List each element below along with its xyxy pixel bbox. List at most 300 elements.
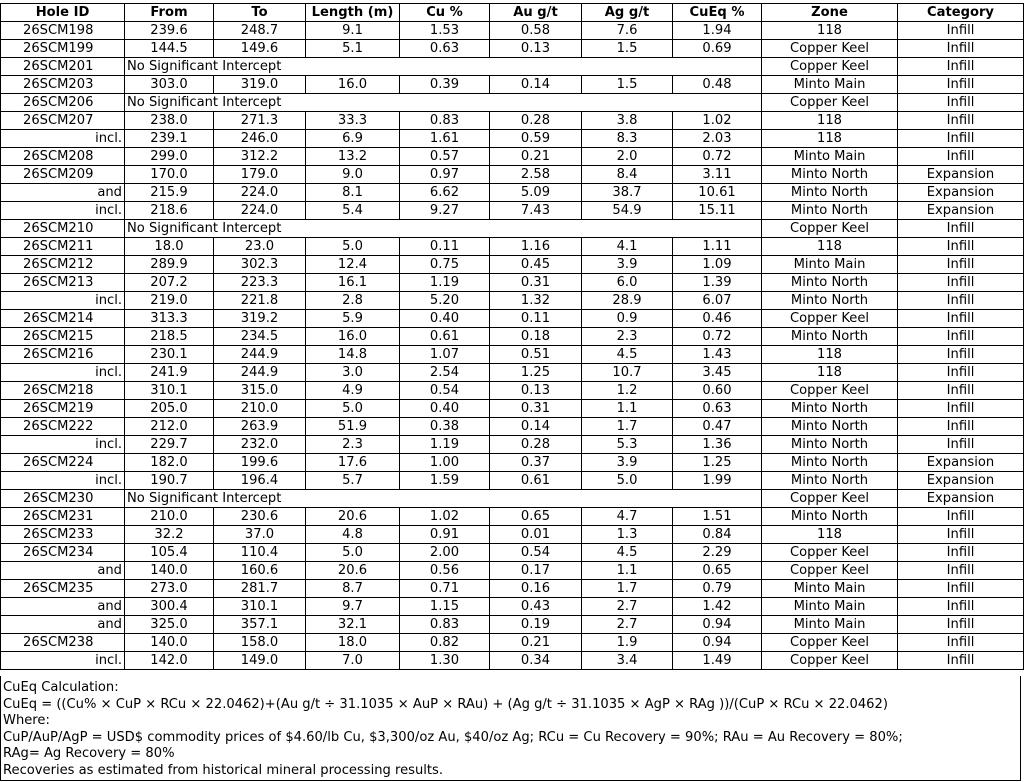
cueq-cell: 0.72: [673, 148, 762, 166]
au-cell: 0.43: [490, 598, 582, 616]
zone-cell: Copper Keel: [762, 652, 898, 670]
table-row: [1, 256, 1024, 274]
ag-cell: 2.3: [582, 328, 673, 346]
category-cell: Infill: [898, 400, 1024, 418]
hole-id-cell: 26SCM238: [1, 634, 125, 652]
length-cell: 9.1: [306, 22, 400, 40]
length-cell: 33.3: [306, 112, 400, 130]
no-significant-intercept-cell: No Significant Intercept: [125, 490, 762, 508]
zone-cell: Minto North: [762, 328, 898, 346]
table-row: [1, 238, 1024, 256]
from-cell: 289.9: [125, 256, 214, 274]
length-cell: 20.6: [306, 562, 400, 580]
cueq-cell: 1.11: [673, 238, 762, 256]
cu-cell: 0.11: [400, 238, 490, 256]
au-cell: 0.45: [490, 256, 582, 274]
to-cell: 312.2: [214, 148, 306, 166]
category-cell: Infill: [898, 76, 1024, 94]
to-cell: 319.0: [214, 76, 306, 94]
cu-cell: 1.19: [400, 436, 490, 454]
to-cell: 244.9: [214, 364, 306, 382]
to-cell: 246.0: [214, 130, 306, 148]
category-cell: Expansion: [898, 490, 1024, 508]
cu-cell: 1.61: [400, 130, 490, 148]
ag-cell: 4.5: [582, 544, 673, 562]
hole-id-cell: and: [1, 184, 125, 202]
from-cell: 190.7: [125, 472, 214, 490]
hole-id-cell: 26SCM214: [1, 310, 125, 328]
from-cell: 140.0: [125, 562, 214, 580]
cu-cell: 0.39: [400, 76, 490, 94]
zone-cell: Minto Main: [762, 616, 898, 634]
length-cell: 5.4: [306, 202, 400, 220]
au-cell: 0.16: [490, 580, 582, 598]
header-cueq: CuEq %: [673, 4, 762, 22]
zone-cell: Copper Keel: [762, 310, 898, 328]
ag-cell: 38.7: [582, 184, 673, 202]
ag-cell: 4.7: [582, 508, 673, 526]
ag-cell: 1.1: [582, 400, 673, 418]
au-cell: 0.19: [490, 616, 582, 634]
to-cell: 263.9: [214, 418, 306, 436]
length-cell: 2.8: [306, 292, 400, 310]
category-cell: Infill: [898, 346, 1024, 364]
from-cell: 303.0: [125, 76, 214, 94]
cu-cell: 0.54: [400, 382, 490, 400]
ag-cell: 8.4: [582, 166, 673, 184]
zone-cell: Minto North: [762, 418, 898, 436]
category-cell: Expansion: [898, 184, 1024, 202]
cueq-cell: 2.29: [673, 544, 762, 562]
category-cell: Infill: [898, 652, 1024, 670]
cueq-cell: 15.11: [673, 202, 762, 220]
length-cell: 16.0: [306, 76, 400, 94]
ag-cell: 2.0: [582, 148, 673, 166]
zone-cell: Copper Keel: [762, 58, 898, 76]
cueq-cell: 0.79: [673, 580, 762, 598]
to-cell: 149.6: [214, 40, 306, 58]
cueq-cell: 1.43: [673, 346, 762, 364]
zone-cell: 118: [762, 346, 898, 364]
zone-cell: Copper Keel: [762, 220, 898, 238]
to-cell: 310.1: [214, 598, 306, 616]
category-cell: Infill: [898, 112, 1024, 130]
note-line: Recoveries as estimated from historical mineral processing results.: [3, 762, 444, 778]
length-cell: 4.9: [306, 382, 400, 400]
to-cell: 37.0: [214, 526, 306, 544]
table-row: [1, 472, 1024, 490]
table-row: [1, 346, 1024, 364]
table-row: [1, 490, 1024, 508]
cueq-cell: 1.36: [673, 436, 762, 454]
au-cell: 0.31: [490, 400, 582, 418]
zone-cell: 118: [762, 526, 898, 544]
hole-id-cell: and: [1, 598, 125, 616]
table-row: [1, 58, 1024, 76]
category-cell: Infill: [898, 436, 1024, 454]
category-cell: Expansion: [898, 166, 1024, 184]
ag-cell: 3.4: [582, 652, 673, 670]
category-cell: Infill: [898, 526, 1024, 544]
cu-cell: 0.82: [400, 634, 490, 652]
note-line: RAg= Ag Recovery = 80%: [3, 746, 175, 762]
length-cell: 5.0: [306, 400, 400, 418]
zone-cell: Minto North: [762, 184, 898, 202]
table-row: [1, 364, 1024, 382]
note-line: CuEq Calculation:: [3, 680, 119, 695]
table-row: [1, 652, 1024, 670]
to-cell: 302.3: [214, 256, 306, 274]
ag-cell: 0.9: [582, 310, 673, 328]
from-cell: 215.9: [125, 184, 214, 202]
hole-id-cell: 26SCM222: [1, 418, 125, 436]
ag-cell: 1.5: [582, 40, 673, 58]
hole-id-cell: 26SCM215: [1, 328, 125, 346]
ag-cell: 54.9: [582, 202, 673, 220]
cu-cell: 1.07: [400, 346, 490, 364]
length-cell: 5.0: [306, 238, 400, 256]
zone-cell: Copper Keel: [762, 382, 898, 400]
au-cell: 0.13: [490, 40, 582, 58]
header-from: From: [125, 4, 214, 22]
length-cell: 5.1: [306, 40, 400, 58]
table-row: [1, 220, 1024, 238]
length-cell: 9.7: [306, 598, 400, 616]
hole-id-cell: 26SCM210: [1, 220, 125, 238]
to-cell: 224.0: [214, 202, 306, 220]
cueq-cell: 0.94: [673, 616, 762, 634]
length-cell: 9.0: [306, 166, 400, 184]
hole-id-cell: 26SCM203: [1, 76, 125, 94]
cu-cell: 1.53: [400, 22, 490, 40]
table-row: [1, 544, 1024, 562]
table-row: [1, 184, 1024, 202]
ag-cell: 1.5: [582, 76, 673, 94]
length-cell: 17.6: [306, 454, 400, 472]
zone-cell: Minto North: [762, 274, 898, 292]
zone-cell: 118: [762, 112, 898, 130]
cu-cell: 0.91: [400, 526, 490, 544]
table-row: [1, 436, 1024, 454]
hole-id-cell: 26SCM230: [1, 490, 125, 508]
cueq-cell: 10.61: [673, 184, 762, 202]
to-cell: 315.0: [214, 382, 306, 400]
hole-id-cell: 26SCM213: [1, 274, 125, 292]
zone-cell: Minto North: [762, 454, 898, 472]
hole-id-cell: 26SCM231: [1, 508, 125, 526]
to-cell: 244.9: [214, 346, 306, 364]
hole-id-cell: 26SCM234: [1, 544, 125, 562]
category-cell: Infill: [898, 238, 1024, 256]
hole-id-cell: incl.: [1, 652, 125, 670]
ag-cell: 28.9: [582, 292, 673, 310]
length-cell: 14.8: [306, 346, 400, 364]
hole-id-cell: incl.: [1, 364, 125, 382]
to-cell: 196.4: [214, 472, 306, 490]
au-cell: 7.43: [490, 202, 582, 220]
to-cell: 110.4: [214, 544, 306, 562]
table-row: [1, 382, 1024, 400]
from-cell: 170.0: [125, 166, 214, 184]
table-row: [1, 94, 1024, 112]
category-cell: Infill: [898, 580, 1024, 598]
category-cell: Infill: [898, 256, 1024, 274]
cu-cell: 5.20: [400, 292, 490, 310]
cueq-cell: 0.48: [673, 76, 762, 94]
hole-id-cell: 26SCM233: [1, 526, 125, 544]
from-cell: 144.5: [125, 40, 214, 58]
table-row: [1, 598, 1024, 616]
cu-cell: 0.63: [400, 40, 490, 58]
cueq-cell: 1.25: [673, 454, 762, 472]
table-row: [1, 76, 1024, 94]
category-cell: Infill: [898, 418, 1024, 436]
from-cell: 238.0: [125, 112, 214, 130]
cueq-cell: 1.99: [673, 472, 762, 490]
from-cell: 32.2: [125, 526, 214, 544]
table-row: [1, 40, 1024, 58]
length-cell: 5.9: [306, 310, 400, 328]
zone-cell: 118: [762, 22, 898, 40]
from-cell: 241.9: [125, 364, 214, 382]
cueq-cell: 0.47: [673, 418, 762, 436]
table-row: [1, 112, 1024, 130]
zone-cell: Minto North: [762, 202, 898, 220]
ag-cell: 5.0: [582, 472, 673, 490]
au-cell: 0.31: [490, 274, 582, 292]
hole-id-cell: 26SCM208: [1, 148, 125, 166]
ag-cell: 6.0: [582, 274, 673, 292]
hole-id-cell: and: [1, 562, 125, 580]
au-cell: 0.21: [490, 634, 582, 652]
length-cell: 8.7: [306, 580, 400, 598]
from-cell: 273.0: [125, 580, 214, 598]
from-cell: 182.0: [125, 454, 214, 472]
table-row: [1, 310, 1024, 328]
au-cell: 1.16: [490, 238, 582, 256]
au-cell: 0.21: [490, 148, 582, 166]
au-cell: 0.13: [490, 382, 582, 400]
cueq-cell: 0.84: [673, 526, 762, 544]
au-cell: 0.17: [490, 562, 582, 580]
no-significant-intercept-cell: No Significant Intercept: [125, 94, 762, 112]
from-cell: 239.6: [125, 22, 214, 40]
au-cell: 1.25: [490, 364, 582, 382]
zone-cell: Minto North: [762, 472, 898, 490]
to-cell: 271.3: [214, 112, 306, 130]
table-row: [1, 166, 1024, 184]
au-cell: 0.58: [490, 22, 582, 40]
header-hole-id: Hole ID: [1, 4, 125, 22]
category-cell: Infill: [898, 544, 1024, 562]
from-cell: 18.0: [125, 238, 214, 256]
au-cell: 0.61: [490, 472, 582, 490]
ag-cell: 3.9: [582, 454, 673, 472]
au-cell: 0.14: [490, 418, 582, 436]
zone-cell: 118: [762, 238, 898, 256]
cu-cell: 1.15: [400, 598, 490, 616]
category-cell: Infill: [898, 148, 1024, 166]
length-cell: 2.3: [306, 436, 400, 454]
category-cell: Infill: [898, 40, 1024, 58]
to-cell: 223.3: [214, 274, 306, 292]
header-category: Category: [898, 4, 1024, 22]
ag-cell: 2.7: [582, 598, 673, 616]
cu-cell: 0.61: [400, 328, 490, 346]
table-row: [1, 454, 1024, 472]
category-cell: Infill: [898, 130, 1024, 148]
category-cell: Infill: [898, 58, 1024, 76]
cueq-cell: 1.09: [673, 256, 762, 274]
table-row: [1, 526, 1024, 544]
hole-id-cell: and: [1, 616, 125, 634]
length-cell: 13.2: [306, 148, 400, 166]
hole-id-cell: 26SCM198: [1, 22, 125, 40]
hole-id-cell: 26SCM218: [1, 382, 125, 400]
zone-cell: Copper Keel: [762, 634, 898, 652]
cueq-cell: 0.72: [673, 328, 762, 346]
au-cell: 1.32: [490, 292, 582, 310]
category-cell: Infill: [898, 562, 1024, 580]
category-cell: Infill: [898, 310, 1024, 328]
cu-cell: 0.56: [400, 562, 490, 580]
category-cell: Infill: [898, 598, 1024, 616]
to-cell: 149.0: [214, 652, 306, 670]
zone-cell: Copper Keel: [762, 490, 898, 508]
from-cell: 300.4: [125, 598, 214, 616]
table-row: [1, 418, 1024, 436]
cueq-cell: 1.49: [673, 652, 762, 670]
length-cell: 12.4: [306, 256, 400, 274]
hole-id-cell: 26SCM201: [1, 58, 125, 76]
zone-cell: Minto North: [762, 436, 898, 454]
cu-cell: 1.59: [400, 472, 490, 490]
table-row: [1, 616, 1024, 634]
header-zone: Zone: [762, 4, 898, 22]
cueq-cell: 1.02: [673, 112, 762, 130]
from-cell: 212.0: [125, 418, 214, 436]
length-cell: 5.7: [306, 472, 400, 490]
cu-cell: 0.38: [400, 418, 490, 436]
length-cell: 4.8: [306, 526, 400, 544]
length-cell: 32.1: [306, 616, 400, 634]
cu-cell: 0.40: [400, 400, 490, 418]
table-row: [1, 328, 1024, 346]
ag-cell: 1.1: [582, 562, 673, 580]
table-row: [1, 202, 1024, 220]
to-cell: 158.0: [214, 634, 306, 652]
hole-id-cell: incl.: [1, 472, 125, 490]
zone-cell: Copper Keel: [762, 94, 898, 112]
table-row: [1, 274, 1024, 292]
length-cell: 51.9: [306, 418, 400, 436]
cu-cell: 9.27: [400, 202, 490, 220]
ag-cell: 1.7: [582, 580, 673, 598]
note-line: CuEq = ((Cu% × CuP × RCu × 22.0462)+(Au g/t ÷ 31.1035 × AuP × RAu) + (Ag g/t ÷ 31.1035 × AgP × RAg ))/(CuP × RCu × 22.0462): [3, 696, 888, 712]
hole-id-cell: 26SCM212: [1, 256, 125, 274]
zone-cell: 118: [762, 364, 898, 382]
no-significant-intercept-cell: No Significant Intercept: [125, 58, 762, 76]
table-row: [1, 562, 1024, 580]
zone-cell: Copper Keel: [762, 544, 898, 562]
hole-id-cell: 26SCM211: [1, 238, 125, 256]
category-cell: Infill: [898, 94, 1024, 112]
from-cell: 325.0: [125, 616, 214, 634]
cu-cell: 1.02: [400, 508, 490, 526]
to-cell: 319.2: [214, 310, 306, 328]
au-cell: 5.09: [490, 184, 582, 202]
cu-cell: 1.00: [400, 454, 490, 472]
table-row: [1, 580, 1024, 598]
ag-cell: 3.9: [582, 256, 673, 274]
length-cell: 3.0: [306, 364, 400, 382]
from-cell: 313.3: [125, 310, 214, 328]
au-cell: 0.28: [490, 436, 582, 454]
note-line: CuP/AuP/AgP = USD$ commodity prices of $4.60/lb Cu, $3,300/oz Au, $40/oz Ag; RCu = Cu Recovery = 90%; RAu = Au Recovery = 80%;: [3, 729, 903, 745]
hole-id-cell: 26SCM209: [1, 166, 125, 184]
hole-id-cell: incl.: [1, 292, 125, 310]
length-cell: 18.0: [306, 634, 400, 652]
au-cell: 0.59: [490, 130, 582, 148]
ag-cell: 5.3: [582, 436, 673, 454]
cueq-notes: [0, 676, 1021, 781]
au-cell: 0.65: [490, 508, 582, 526]
to-cell: 357.1: [214, 616, 306, 634]
cu-cell: 6.62: [400, 184, 490, 202]
hole-id-cell: 26SCM216: [1, 346, 125, 364]
category-cell: Infill: [898, 274, 1024, 292]
hole-id-cell: 26SCM207: [1, 112, 125, 130]
to-cell: 199.6: [214, 454, 306, 472]
hole-id-cell: incl.: [1, 202, 125, 220]
au-cell: 0.34: [490, 652, 582, 670]
au-cell: 0.11: [490, 310, 582, 328]
ag-cell: 10.7: [582, 364, 673, 382]
hole-id-cell: incl.: [1, 130, 125, 148]
length-cell: 16.0: [306, 328, 400, 346]
table-row: [1, 508, 1024, 526]
cueq-cell: 1.94: [673, 22, 762, 40]
zone-cell: Minto Main: [762, 580, 898, 598]
from-cell: 310.1: [125, 382, 214, 400]
no-significant-intercept-cell: No Significant Intercept: [125, 220, 762, 238]
cu-cell: 2.00: [400, 544, 490, 562]
table-row: [1, 400, 1024, 418]
cueq-cell: 3.45: [673, 364, 762, 382]
cu-cell: 0.83: [400, 616, 490, 634]
ag-cell: 1.7: [582, 418, 673, 436]
to-cell: 179.0: [214, 166, 306, 184]
cueq-cell: 1.42: [673, 598, 762, 616]
cueq-cell: 0.65: [673, 562, 762, 580]
length-cell: 8.1: [306, 184, 400, 202]
cueq-cell: 1.39: [673, 274, 762, 292]
zone-cell: 118: [762, 130, 898, 148]
from-cell: 205.0: [125, 400, 214, 418]
from-cell: 105.4: [125, 544, 214, 562]
length-cell: 5.0: [306, 544, 400, 562]
cu-cell: 1.30: [400, 652, 490, 670]
table-row: [1, 130, 1024, 148]
table-row: [1, 634, 1024, 652]
category-cell: Infill: [898, 328, 1024, 346]
table-body: [1, 22, 1024, 670]
zone-cell: Minto North: [762, 400, 898, 418]
category-cell: Infill: [898, 364, 1024, 382]
hole-id-cell: 26SCM199: [1, 40, 125, 58]
cu-cell: 0.57: [400, 148, 490, 166]
zone-cell: Minto North: [762, 166, 898, 184]
